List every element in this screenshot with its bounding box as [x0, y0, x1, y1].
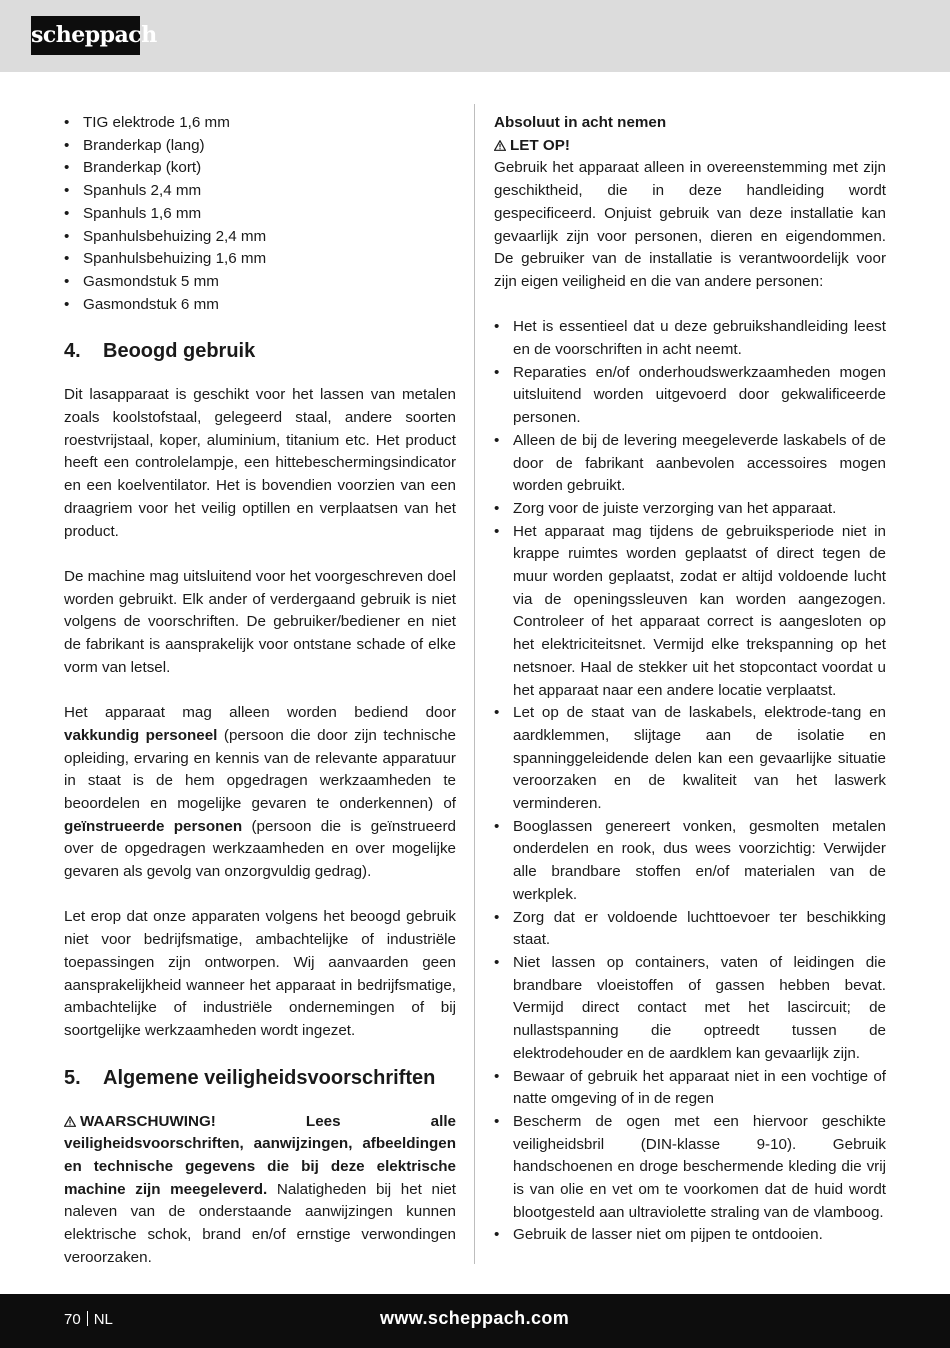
- section-number: 5.: [64, 1066, 81, 1089]
- list-item: • Branderkap (kort): [64, 157, 456, 180]
- warning-text: Nalatigheden bij het niet naleven van de onderstaande aanwijzingen kunnen elektrische schok, brand en/of ernstige verwondingen veroorzaken.: [64, 1180, 456, 1266]
- list-item: • Gasmondstuk 5 mm: [64, 271, 456, 294]
- list-item: • Let op de staat van de laskabels, elektrode-tang en aardklemmen, slijtage aan de isolatie en spanninggeleidende delen kan een gevaarlijke situatie veroorzaken en de kwaliteit van het laswerk verminderen.: [494, 702, 886, 816]
- list-item: • Bewaar of gebruik het apparaat niet in een vochtige of natte omgeving of in de regen: [494, 1066, 886, 1111]
- separator: [87, 1311, 88, 1326]
- text-run: Het apparaat mag alleen worden bediend door: [64, 704, 456, 722]
- column-divider: [474, 104, 475, 1264]
- list-item: • Gasmondstuk 6 mm: [64, 294, 456, 317]
- let-op-text: LET OP!: [510, 136, 570, 154]
- list-item: • Branderkap (lang): [64, 135, 456, 158]
- page-info: [64, 1311, 113, 1328]
- intended-use-paragraph: Dit lasapparaat is geschikt voor het lassen van metalen zoals koolstofstaal, gelegeerd staal, andere soorten roestvrijstaal, koper, aluminium, titanium etc. Het product heeft een controlelampje, een hittebeschermingsindicator en een koelventilator. Het is bovendien voorzien van een draagriem voor het veilig optillen en verplaatsen van het product.: [64, 386, 456, 540]
- text-run: (persoon die door zijn technische opleiding, ervaring en kennis van de relevante apparatuur in staat is de hem opgedragen werkzaamheden te beoordelen en mogelijke gevaren te onderkennen) of: [64, 726, 456, 812]
- right-column: [494, 112, 886, 1247]
- list-item: • Spanhuls 2,4 mm: [64, 180, 456, 203]
- left-column: [64, 112, 456, 1270]
- list-item: • Zorg voor de juiste verzorging van het apparaat.: [494, 498, 886, 521]
- list-item: • Zorg dat er voldoende luchttoevoer ter beschikking staat.: [494, 907, 886, 952]
- list-item: • Spanhuls 1,6 mm: [64, 203, 456, 226]
- language-code: NL: [93, 1311, 113, 1328]
- scheppach-logo: scheppach: [31, 16, 140, 55]
- warning-paragraph: [64, 1111, 456, 1270]
- warning-triangle-icon: [494, 140, 506, 151]
- liability-paragraph: Let erop dat onze apparaten volgens het beoogd gebruik niet voor bedrijfsmatige, ambachtelijke of industriële toepassingen zijn ontworpen. Wij aanvaarden geen aansprakelijkheid wanneer het apparaat in bedrijfsmatige, ambachtelijke of industriële ondernemingen of bij soortgelijke werkzaamheden wordt ingezet.: [64, 908, 456, 1039]
- safety-intro-paragraph: Gebruik het apparaat alleen in overeenstemming met zijn geschiktheid, die in deze handleiding wordt gespecificeerd. Onjuist gebruik van deze installatie kan gevaarlijk zijn voor personen, dieren en eigendommen. De gebruiker van de installatie is verantwoordelijk voor zijn eigen veiligheid en die van andere personen:: [494, 159, 886, 290]
- attention-heading: [494, 112, 886, 135]
- list-item: • TIG elektrode 1,6 mm: [64, 112, 456, 135]
- emphasis-text: geïnstrueerde personen: [64, 817, 243, 835]
- list-item: • Gebruik de lasser niet om pijpen te ontdooien.: [494, 1224, 886, 1247]
- list-item: • Reparaties en/of onderhoudswerkzaamheden mogen uitsluitend worden uitgevoerd door gekwalificeerde personen.: [494, 362, 886, 430]
- list-item: • Bescherm de ogen met een hiervoor geschikte veiligheidsbril (DIN-klasse 9-10). Gebruik handschoenen en droge beschermende kleding die vrij is van olie en vet om te voorkomen dat de huid wordt blootgesteld aan ultraviolette straling van de vlamboog.: [494, 1111, 886, 1225]
- list-item: • Spanhulsbehuizing 2,4 mm: [64, 226, 456, 249]
- safety-list: [494, 316, 886, 1247]
- page-number: 70: [64, 1311, 81, 1328]
- warning-triangle-icon: [64, 1116, 76, 1127]
- section-number: 4.: [64, 340, 81, 363]
- let-op-label: [494, 135, 886, 158]
- section-5-heading: [64, 1055, 456, 1101]
- emphasis-text: vakkundig personeel: [64, 726, 218, 744]
- warning-bold-text: WAARSCHUWING! Lees alle veiligheidsvoorschriften, aanwijzingen, afbeeldingen en technische gegevens die bij deze elektrische machine zijn meegeleverd.: [64, 1112, 456, 1198]
- list-item: • Booglassen genereert vonken, gesmolten metalen onderdelen en rook, dus wees voorzichtig: Verwijder alle brandbare stoffen en/of materialen van de werkplek.: [494, 816, 886, 907]
- qualified-personnel-paragraph: [64, 702, 456, 884]
- usage-restriction-paragraph: De machine mag uitsluitend voor het voorgeschreven doel worden gebruikt. Elk ander of verdergaand gebruik is niet volgens de voorschriften. De gebruiker/bediener en niet de fabrikant is aansprakelijk voor ontstane schade of elke vorm van letsel.: [64, 567, 456, 676]
- section-title: Algemene veiligheidsvoorschriften: [103, 1066, 436, 1089]
- text-run: (persoon die is geïnstrueerd over de opgedragen werkzaamheden en over mogelijke gevaren als gevolg van onzorgvuldig gedrag).: [64, 817, 456, 881]
- list-item: • Spanhulsbehuizing 1,6 mm: [64, 248, 456, 271]
- page-footer: [0, 1294, 950, 1348]
- list-item: • Alleen de bij de levering meegeleverde laskabels of de door de fabrikant aanbevolen accessoires mogen worden gebruikt.: [494, 430, 886, 498]
- parts-list: [64, 112, 456, 316]
- list-item: • Niet lassen op containers, vaten of leidingen die brandbare vloeistoffen of gassen hebben bevat. Vermijd direct contact met het lascircuit; de nullastspanning die optreedt tussen de elektrodehouder en de aardklem kan gevaarlijk zijn.: [494, 952, 886, 1066]
- website-url: www.scheppach.com: [380, 1308, 570, 1328]
- heading-text: Absoluut in acht nemen: [494, 114, 667, 131]
- section-4-heading: [64, 328, 456, 374]
- list-item: • Het apparaat mag tijdens de gebruiksperiode niet in krappe ruimtes worden geplaatst of direct tegen de muur worden geplaatst, zodat er altijd voldoende lucht via de openingssleuven kan worden aangezogen. Controleer of het apparaat correct is aangesloten op het elektriciteitsnet. Vermijd elke trekspanning op het netsnoer. Haal de stekker uit het stopcontact voordat u het apparaat naar een andere locatie verplaatst.: [494, 521, 886, 703]
- list-item: • Het is essentieel dat u deze gebruikshandleiding leest en de voorschriften in acht neemt.: [494, 316, 886, 361]
- page-header: [0, 0, 950, 72]
- section-title: Beoogd gebruik: [103, 340, 256, 363]
